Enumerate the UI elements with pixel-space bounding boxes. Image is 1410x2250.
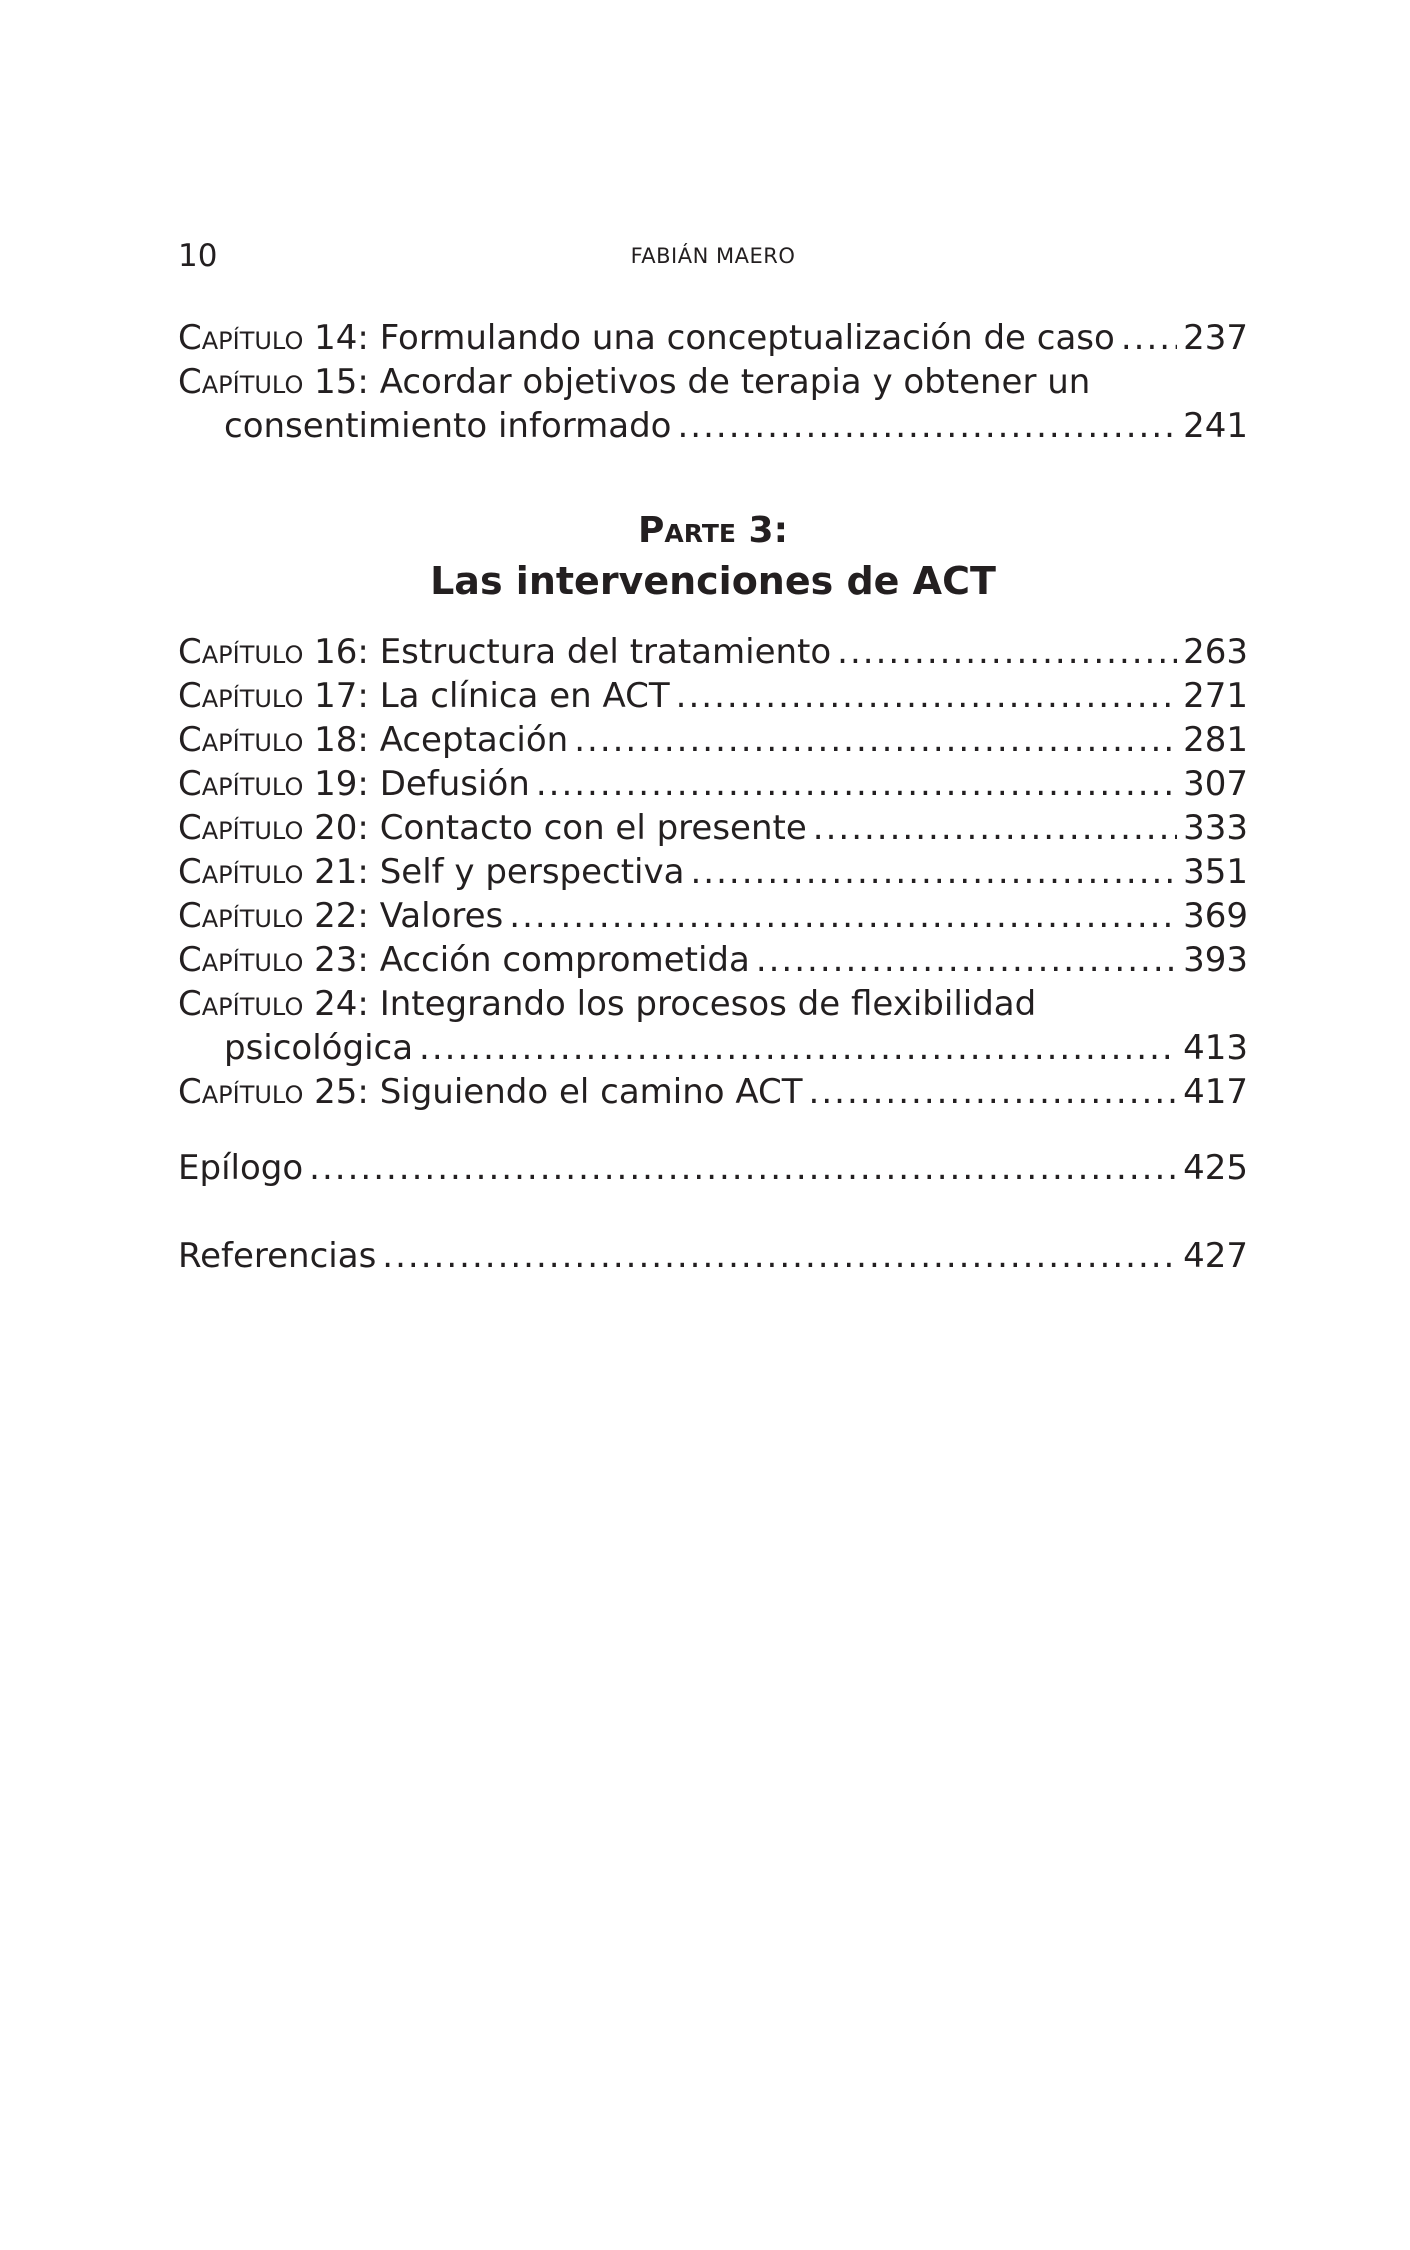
toc-entry [178,674,1248,718]
toc-entry [178,938,1248,982]
toc-entry-title: Capítulo 24: Integrando los procesos de flexibilidad [178,984,1037,1024]
toc-page-number: 333 [1183,808,1248,848]
toc-entry [178,894,1248,938]
dot-leader [419,1026,1177,1070]
toc-page-number: 425 [1183,1148,1248,1188]
book-page [178,0,1248,2250]
toc-entry [178,1146,1248,1190]
toc-entry-title: Capítulo 21: Self y perspectiva [178,852,685,892]
toc-entry-title: Capítulo 25: Siguiendo el camino ACT [178,1072,803,1112]
toc-entry-title: Capítulo 16: Estructura del tratamiento [178,632,832,672]
toc-page-number: 281 [1183,720,1248,760]
toc-entry [178,850,1248,894]
toc-page-number: 417 [1183,1072,1248,1112]
toc-entry [178,316,1248,360]
dot-leader [382,1234,1177,1278]
toc-page-number: 369 [1183,896,1248,936]
toc-group-1 [178,316,1248,448]
dot-leader [813,806,1177,850]
toc-entry-title-continued: consentimiento informado [224,406,672,446]
toc-entry-title: Capítulo 15: Acordar objetivos de terapia y obtener un [178,362,1091,402]
dot-leader [536,762,1177,806]
toc-entry [178,718,1248,762]
dot-leader [677,404,1177,448]
part-title: Las intervenciones de ACT [430,559,996,603]
toc-page-number: 307 [1183,764,1248,804]
toc-entry [178,806,1248,850]
dot-leader [676,674,1177,718]
dot-leader [756,938,1177,982]
dot-leader [309,1146,1177,1190]
dot-leader [1121,316,1177,360]
part-label: Parte 3: [638,510,788,551]
dot-leader [574,718,1177,762]
toc-entry [178,630,1248,674]
toc-entry-title: Capítulo 18: Aceptación [178,720,569,760]
dot-leader [837,630,1177,674]
dot-leader [509,894,1177,938]
toc-epilogue [178,1146,1248,1190]
toc-group-2 [178,630,1248,1114]
toc-entry [178,1070,1248,1114]
toc-references [178,1234,1248,1278]
toc-page-number: 241 [1183,406,1248,446]
running-head-author: FABIÁN MAERO [630,244,796,268]
dot-leader [690,850,1177,894]
toc-page-number: 271 [1183,676,1248,716]
toc-entry [178,762,1248,806]
toc-entry-title: Referencias [178,1236,377,1276]
toc-entry-title: Capítulo 19: Defusión [178,764,530,804]
part-heading [178,506,1248,606]
toc-page-number: 263 [1183,632,1248,672]
toc-entry-title: Capítulo 20: Contacto con el presente [178,808,807,848]
page-number: 10 [178,238,218,274]
toc-page-number: 413 [1183,1028,1248,1068]
toc-page-number: 351 [1183,852,1248,892]
toc-entry [178,1234,1248,1278]
toc-entry-title: Capítulo 23: Acción comprometida [178,940,750,980]
toc-page-number: 393 [1183,940,1248,980]
toc-entry [178,360,1248,448]
toc-entry-title: Epílogo [178,1148,304,1188]
page-header [178,236,1248,276]
dot-leader [809,1070,1178,1114]
toc-entry-title: Capítulo 14: Formulando una conceptualización de caso [178,318,1115,358]
toc-page-number: 427 [1183,1236,1248,1276]
toc-entry-title: Capítulo 22: Valores [178,896,504,936]
toc-entry-title: Capítulo 17: La clínica en ACT [178,676,670,716]
toc-entry-title-continued: psicológica [224,1028,414,1068]
toc-page-number: 237 [1183,318,1248,358]
toc-entry [178,982,1248,1070]
